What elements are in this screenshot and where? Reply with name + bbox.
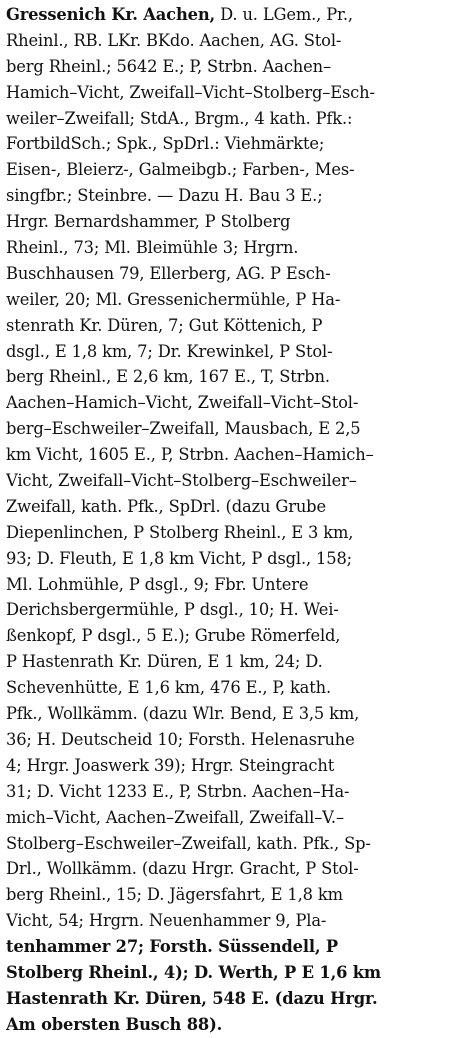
entry-bold-line: Am obersten Busch 88). (6, 1014, 223, 1034)
entry-line: ßenkopf, P dsgl., 5 E.); Grube Römerfeld, (6, 626, 341, 646)
entry-line: Rheinl., 73; Ml. Bleimühle 3; Hrgrn. (6, 238, 299, 258)
entry-line: berg Rheinl.; 5642 E.; P, Strbn. Aachen– (6, 56, 331, 76)
entry-line: Zweifall, kath. Pfk., SpDrl. (dazu Grube (6, 496, 326, 516)
entry-line: Ml. Lohmühle, P dsgl., 9; Fbr. Untere (6, 574, 309, 594)
entry-heading: Gressenich Kr. Aachen, (6, 5, 216, 24)
entry-bold-line: tenhammer 27; Forsth. Süssendell, P (6, 937, 339, 957)
entry-line: km Vicht, 1605 E., P, Strbn. Aachen–Hamich– (6, 445, 374, 465)
entry-line: 93; D. Fleuth, E 1,8 km Vicht, P dsgl., 158; (6, 548, 353, 568)
entry-line-0: D. u. LGem., Pr., (220, 5, 353, 24)
entry-line: 36; H. Deutscheid 10; Forsth. Helenasruhe (6, 729, 355, 749)
entry-first-line (6, 2, 456, 28)
entry-line: Diepenlinchen, P Stolberg Rheinl., E 3 km, (6, 522, 354, 542)
entry-line: weiler, 20; Ml. Gressenichermühle, P Ha- (6, 289, 341, 309)
entry-line: Pfk., Wollkämm. (dazu Wlr. Bend, E 3,5 km, (6, 704, 360, 724)
entry-line: Drl., Wollkämm. (dazu Hrgr. Gracht, P Stol- (6, 859, 359, 879)
entry-line: Derichsbergermühle, P dsgl., 10; H. Wei- (6, 600, 339, 620)
entry-line: Vicht, Zweifall–Vicht–Stolberg–Eschweiler– (6, 471, 357, 491)
entry-line: singfbr.; Steinbre. — Dazu H. Bau 3 E.; (6, 186, 323, 206)
entry-line: mich–Vicht, Aachen–Zweifall, Zweifall–V.– (6, 807, 344, 827)
entry-line: FortbildSch.; Spk., SpDrl.: Viehmärkte; (6, 134, 325, 154)
entry-line: Schevenhütte, E 1,6 km, 476 E., P, kath. (6, 678, 331, 698)
entry-line: dsgl., E 1,8 km, 7; Dr. Krewinkel, P Stol- (6, 341, 333, 361)
entry-bold-line: Stolberg Rheinl., 4); D. Werth, P E 1,6 km (6, 962, 381, 982)
entry-line: Stolberg–Eschweiler–Zweifall, kath. Pfk., Sp- (6, 833, 371, 853)
entry-line: Hrgr. Bernardshammer, P Stolberg (6, 212, 291, 232)
entry-line: 31; D. Vicht 1233 E., P, Strbn. Aachen–Ha- (6, 781, 350, 801)
entry-bold-line: Hastenrath Kr. Düren, 548 E. (dazu Hrgr. (6, 988, 378, 1008)
entry-line: stenrath Kr. Düren, 7; Gut Köttenich, P (6, 315, 323, 335)
entry-line: Vicht, 54; Hrgrn. Neuenhammer 9, Pla- (6, 911, 327, 931)
entry-line: 4; Hrgr. Joaswerk 39); Hrgr. Steingracht (6, 755, 335, 775)
entry-line: Aachen–Hamich–Vicht, Zweifall–Vicht–Stol- (6, 393, 359, 413)
entry-line: Eisen-, Bleierz-, Galmeibgb.; Farben-, Mes- (6, 160, 355, 180)
entry-line: Hamich–Vicht, Zweifall–Vicht–Stolberg–Esch- (6, 82, 375, 102)
entry-line: Buschhausen 79, Ellerberg, AG. P Esch- (6, 263, 331, 283)
entry-line: berg Rheinl., 15; D. Jägersfahrt, E 1,8 km (6, 885, 343, 905)
entry-line: berg Rheinl., E 2,6 km, 167 E., T, Strbn. (6, 367, 330, 387)
entry-line: weiler–Zweifall; StdA., Brgm., 4 kath. Pfk.: (6, 108, 353, 128)
entry-line: P Hastenrath Kr. Düren, E 1 km, 24; D. (6, 652, 323, 672)
entry-line: Rheinl., RB. LKr. BKdo. Aachen, AG. Stol- (6, 30, 342, 50)
entry-line: berg–Eschweiler–Zweifall, Mausbach, E 2,5 (6, 419, 361, 439)
